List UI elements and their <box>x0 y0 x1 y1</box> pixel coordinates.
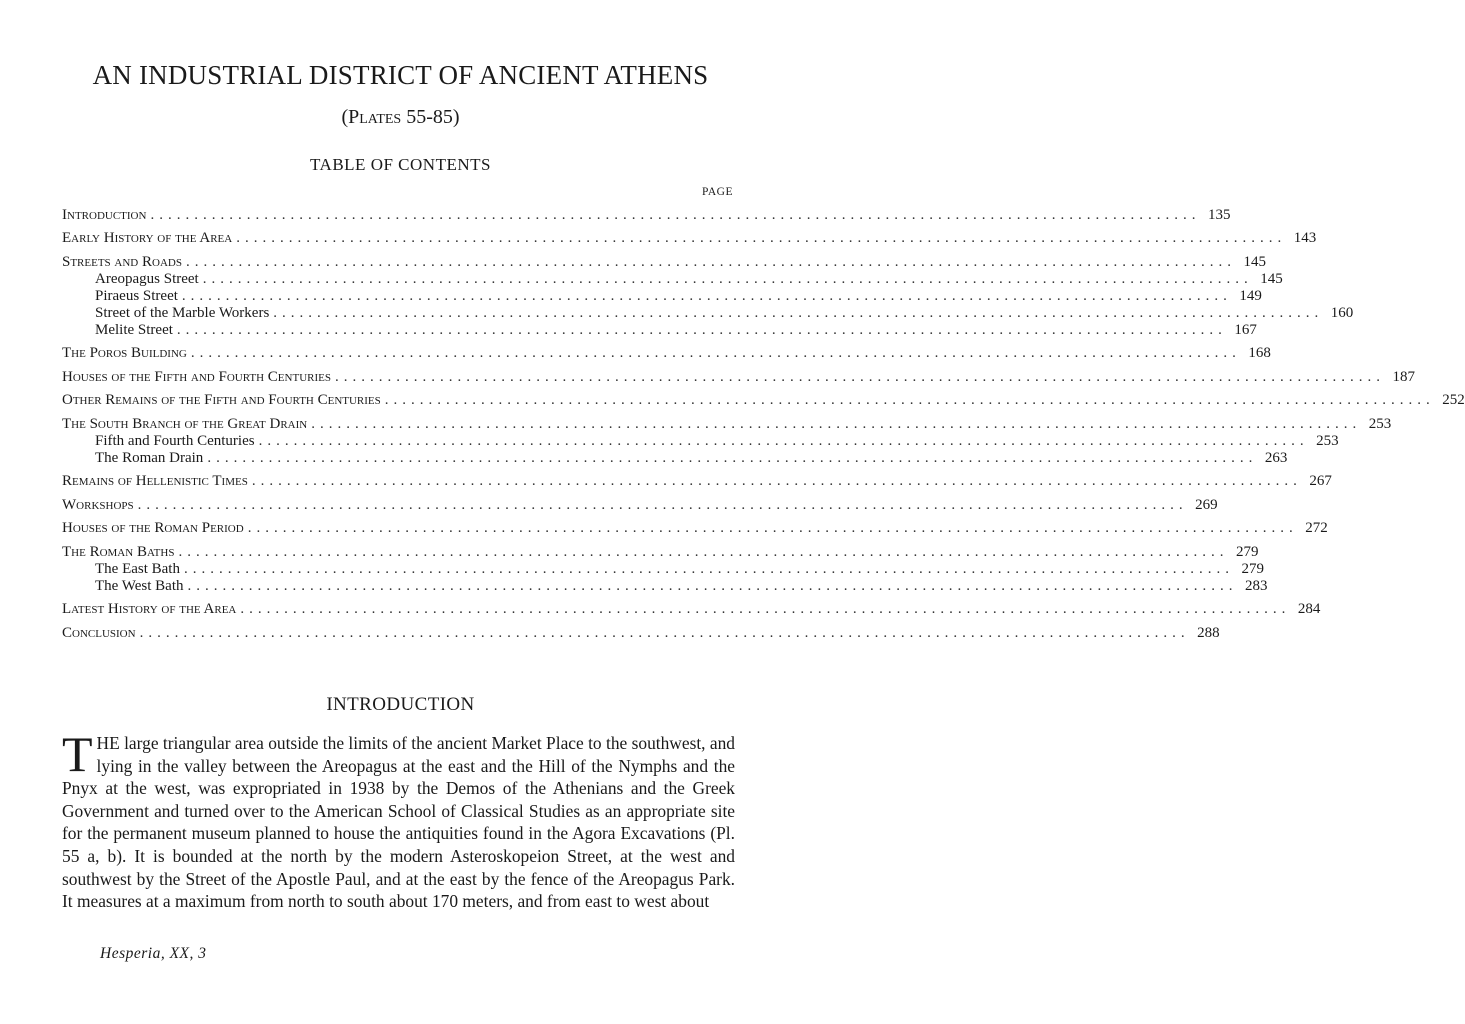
toc-entry-page: 187 <box>1392 368 1415 385</box>
toc-leader-dots: ........................................................................................................................ <box>202 270 1253 287</box>
toc-leader-dots: ........................................................................................................................ <box>178 543 1229 560</box>
toc-leader-dots: ........................................................................................................................ <box>185 253 1236 270</box>
toc-entry <box>62 473 1332 490</box>
toc-entry <box>62 496 1218 514</box>
toc-leader-dots: ........................................................................................................................ <box>251 473 1302 489</box>
toc-leader-dots: ........................................................................................................................ <box>137 496 1188 513</box>
toc-entry <box>62 287 1262 305</box>
toc-entry <box>62 321 1257 339</box>
toc-leader-dots: ........................................................................................................................ <box>190 345 1241 361</box>
toc-entry-page: 272 <box>1305 520 1328 536</box>
toc-entry-label: The South Branch of the Great Drain <box>62 415 308 432</box>
toc-entry-label: The East Bath <box>95 560 180 577</box>
toc-entry-page: 267 <box>1309 473 1332 489</box>
toc-entry-label: Houses of the Fifth and Fourth Centuries <box>62 368 331 385</box>
toc-entry-label: Areopagus Street <box>95 270 199 287</box>
toc-entry-page: 135 <box>1207 206 1231 223</box>
toc-entry <box>62 520 1328 537</box>
toc-entry-page: 269 <box>1195 496 1218 513</box>
toc-entry <box>62 624 1220 642</box>
toc-entry <box>62 543 1259 561</box>
toc-entry-page: 288 <box>1197 624 1220 641</box>
toc-entry <box>62 415 1392 433</box>
toc-entry <box>62 577 1268 595</box>
toc-leader-dots: ........................................................................................................................ <box>187 577 1238 594</box>
toc-entry <box>62 304 1354 322</box>
toc-leader-dots: ........................................................................................................................ <box>183 560 1234 577</box>
toc-entry-page: 253 <box>1316 432 1339 449</box>
toc-entry-label: Early History of the Area <box>62 230 233 246</box>
toc-leader-dots: ........................................................................................................................ <box>334 368 1385 385</box>
toc-leader-dots: ........................................................................................................................ <box>247 520 1298 536</box>
toc-entry-label: Conclusion <box>62 624 136 641</box>
toc-page-column-label: PAGE <box>702 186 733 198</box>
toc-leader-dots: ........................................................................................................................ <box>273 304 1324 321</box>
toc-entry-page: 279 <box>1241 560 1264 577</box>
toc-leader-dots: ........................................................................................................................ <box>236 230 1287 246</box>
toc-leader-dots: ........................................................................................................................ <box>150 206 1201 223</box>
toc-entry-label: Piraeus Street <box>95 287 178 304</box>
toc-entry-label: Streets and Roads <box>62 253 182 270</box>
toc-entry <box>62 368 1415 386</box>
toc-entry-page: 160 <box>1330 304 1354 321</box>
article-title: AN INDUSTRIAL DISTRICT OF ANCIENT ATHENS <box>92 60 709 90</box>
toc-entry <box>62 270 1283 288</box>
toc-entry-label: The Roman Baths <box>62 543 175 560</box>
toc-entry-page: 149 <box>1239 287 1262 304</box>
toc-entry-page: 252 <box>1442 392 1465 408</box>
toc-entry-label: Fifth and Fourth Centuries <box>95 432 255 449</box>
toc-entry-page: 167 <box>1234 321 1257 338</box>
toc-entry-label: Houses of the Roman Period <box>62 520 244 536</box>
plates-subtitle: (Plates 55-85) <box>341 106 460 128</box>
toc-entry <box>62 253 1266 271</box>
toc-leader-dots: ........................................................................................................................ <box>258 432 1309 449</box>
toc-entry <box>62 449 1288 467</box>
toc-entry <box>62 432 1339 450</box>
toc-leader-dots: ........................................................................................................................ <box>207 449 1258 466</box>
toc-entry <box>62 560 1264 578</box>
toc-entry-page: 145 <box>1260 270 1283 287</box>
toc-entry-page: 284 <box>1297 601 1321 617</box>
toc-entry-label: Workshops <box>62 496 134 513</box>
introduction-text: HE large triangular area outside the limits of the ancient Market Place to the southwest, and lying in the valley between the Areopagus at the east and the Hill of the Nymphs and the Pnyx at the west, was expropriated in 1938 by the Demos of the Athenians and the Greek Government and turned over to the American School of Classical Studies as an appropriate site for the permanent museum planned to house the antiquities found in the Agora Excavations (Pl. 55 a, b). It is bounded at the north by the modern Asteroskopeion Street, at the west and southwest by the Street of the Apostle Paul, and at the east by the fence of the Areopagus Park. It measures at a maximum from north to south about 170 meters, and from east to west about <box>62 733 735 912</box>
toc-entry <box>62 206 1231 224</box>
toc-entry-page: 263 <box>1264 449 1288 466</box>
toc-leader-dots: ........................................................................................................................ <box>240 601 1291 617</box>
toc-entry-label: Remains of Hellenistic Times <box>62 473 248 489</box>
toc-leader-dots: ........................................................................................................................ <box>139 624 1190 641</box>
toc-leader-dots: ........................................................................................................................ <box>311 415 1362 432</box>
toc-leader-dots: ........................................................................................................................ <box>181 287 1232 304</box>
toc-entry-page: 253 <box>1368 415 1392 432</box>
table-of-contents <box>62 200 1465 642</box>
toc-entry-page: 168 <box>1248 345 1271 361</box>
toc-entry-label: Introduction <box>62 206 147 223</box>
toc-entry-page: 143 <box>1293 230 1317 246</box>
toc-entry <box>62 230 1317 247</box>
introduction-paragraph <box>62 726 735 913</box>
toc-entry-label: The West Bath <box>95 577 184 594</box>
toc-entry-label: The Roman Drain <box>95 449 204 466</box>
toc-entry-label: Street of the Marble Workers <box>95 304 270 321</box>
toc-heading: TABLE OF CONTENTS <box>310 155 491 174</box>
toc-leader-dots: ........................................................................................................................ <box>176 321 1227 338</box>
journal-signature: Hesperia, XX, 3 <box>100 945 207 962</box>
toc-entry-page: 145 <box>1243 253 1266 270</box>
toc-entry-label: Latest History of the Area <box>62 601 237 617</box>
toc-leader-dots: ........................................................................................................................ <box>384 392 1435 408</box>
toc-entry-page: 283 <box>1245 577 1268 594</box>
toc-entry-label: The Poros Building <box>62 345 187 361</box>
drop-cap: T <box>62 726 93 782</box>
toc-entry-label: Other Remains of the Fifth and Fourth Centuries <box>62 392 381 408</box>
toc-entry <box>62 392 1465 409</box>
introduction-heading: INTRODUCTION <box>326 694 475 715</box>
toc-entry <box>62 345 1271 362</box>
toc-entry-page: 279 <box>1235 543 1259 560</box>
toc-entry <box>62 601 1321 618</box>
toc-entry-label: Melite Street <box>95 321 173 338</box>
